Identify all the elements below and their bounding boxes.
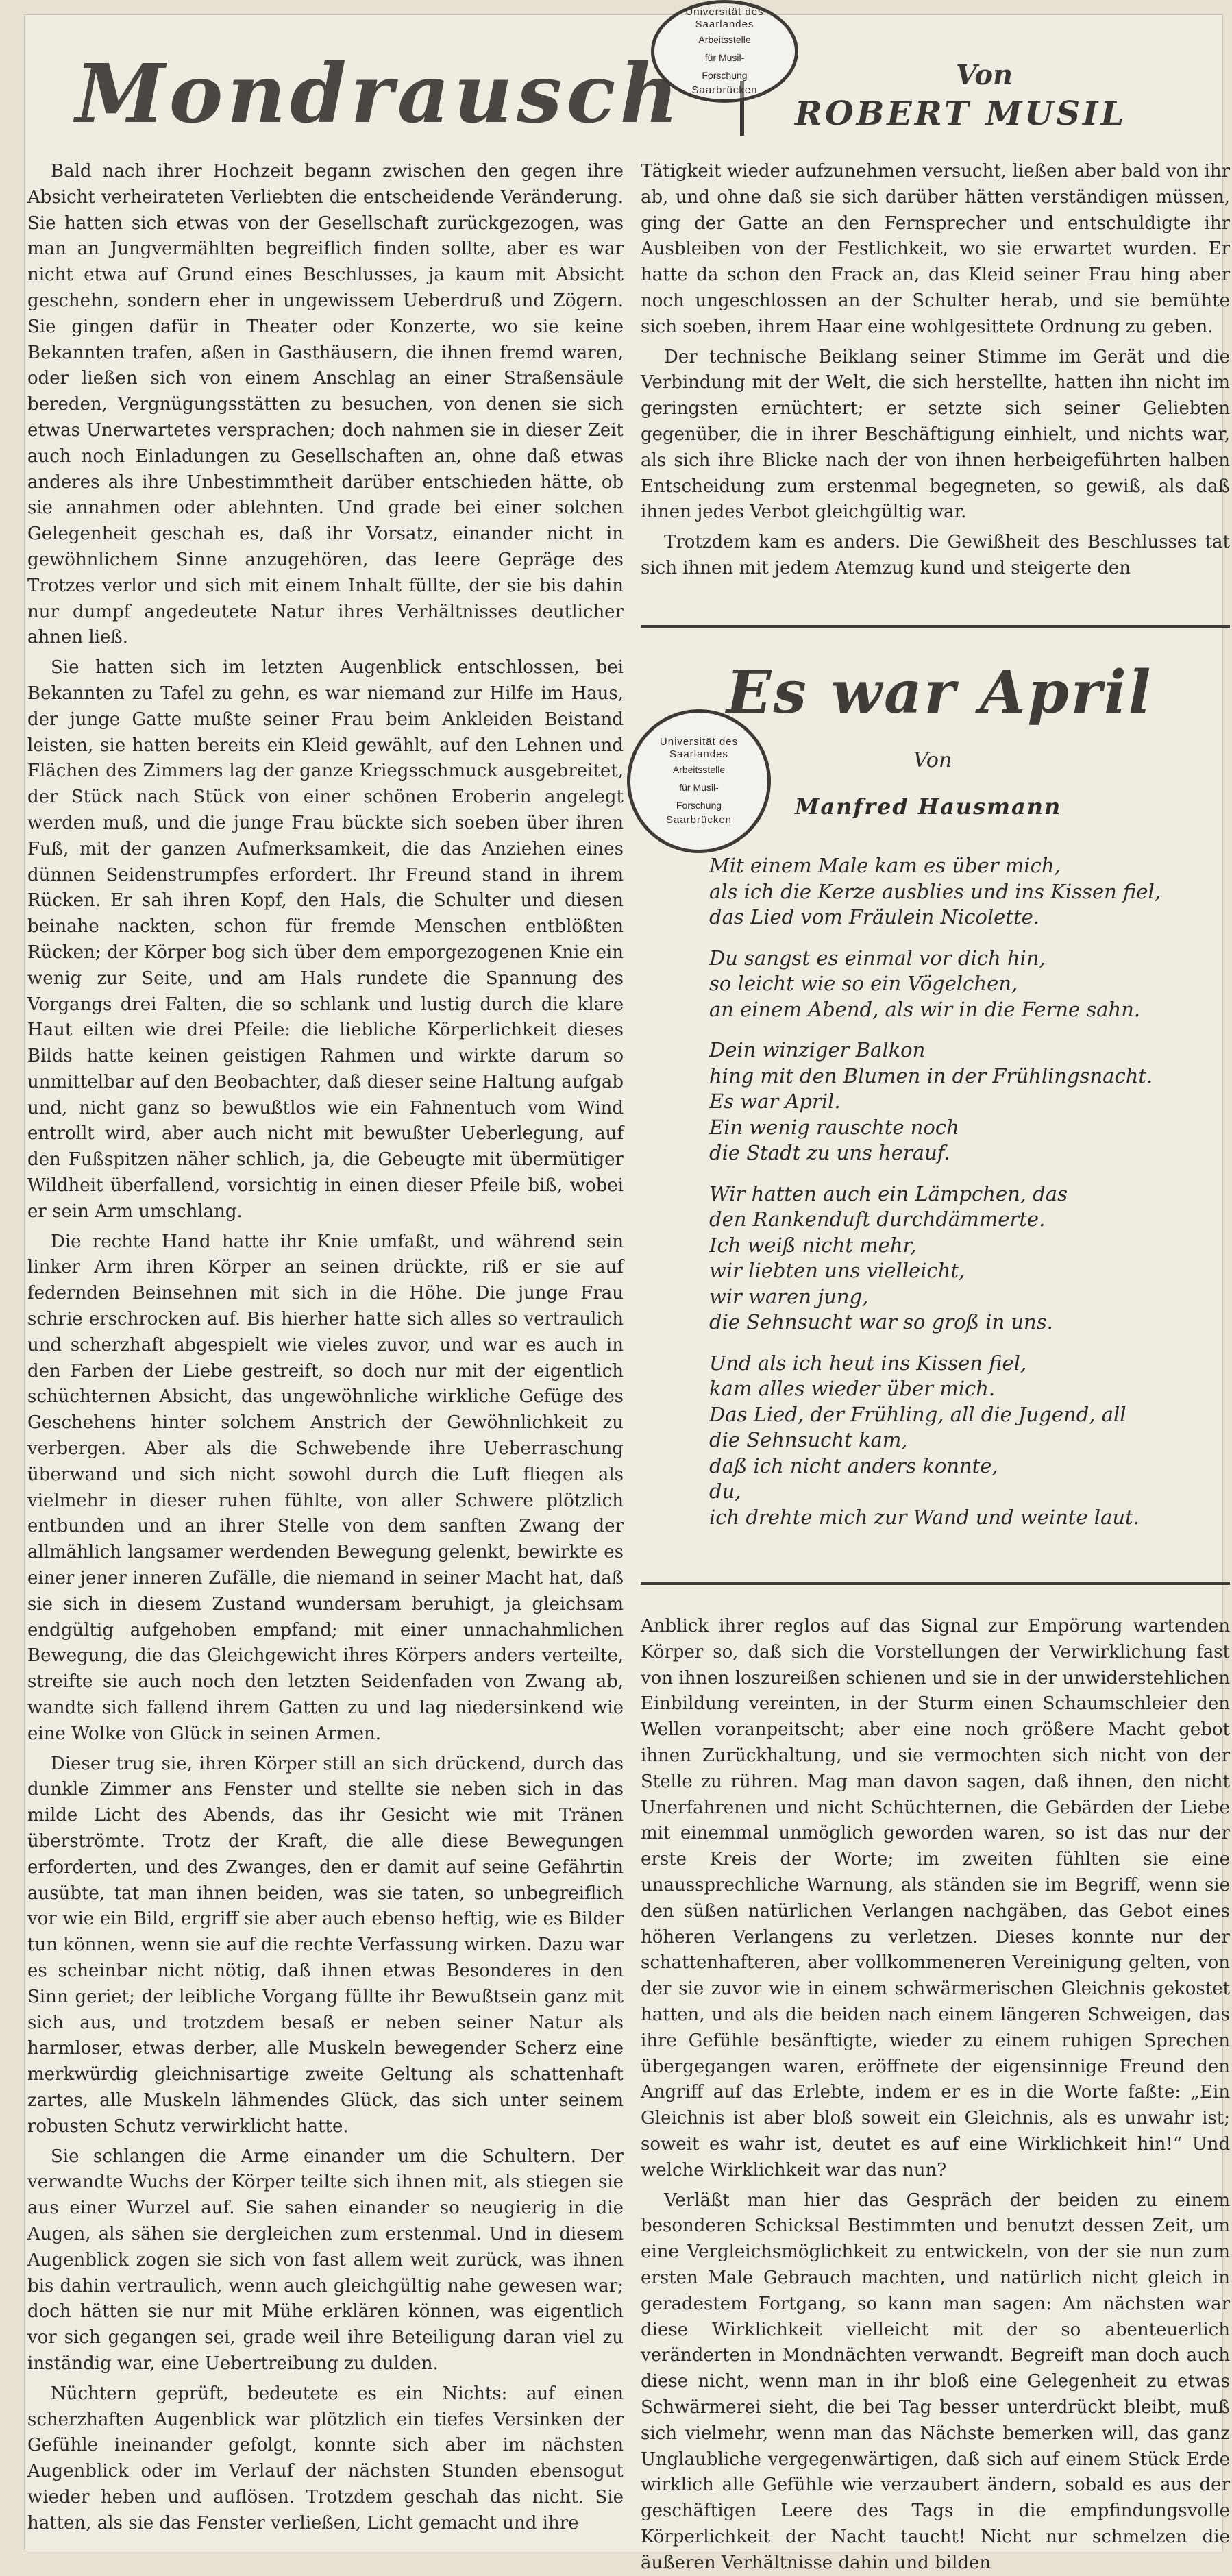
poem-stanza <box>709 1181 1216 1336</box>
article-title: Mondrausch <box>75 46 683 141</box>
article-paragraph: Tätigkeit wieder aufzunehmen versucht, ließen aber bald von ihr ab, und ohne daß sie sich darüber hätten verständigen müssen, ging der Gatte an den Fernsprecher und entschuldigte ihr Ausbleiben von der Festlichkeit, wo sie erwartet wurden. Er hatte da schon den Frack an, das Kleid seiner Frau hing aber noch ungeschlossen an der Schulter herab, und sie bemühte sich soeben, ihrem Haar eine wohlgesittete Ordnung zu geben. <box>641 161 1230 337</box>
article-author: ROBERT MUSIL <box>795 95 1127 133</box>
poem-line: Ein wenig rauschte noch <box>709 1115 959 1139</box>
stamp-text: Saarbrücken <box>665 814 732 826</box>
article-column-right-top <box>641 159 1230 625</box>
poem-line: Das Lied, der Frühling, all die Jugend, all <box>709 1402 1126 1426</box>
poem-line: kam alles wieder über mich. <box>709 1377 996 1400</box>
poem-line: an einem Abend, als wir in die Ferne sahn. <box>709 997 1141 1021</box>
article-paragraph: Der technische Beiklang seiner Stimme im Gerät und die Verbindung mit der Welt, die sich herstellte, hatten ihn nicht im geringsten ernüchtert; er setzte sich seiner Geliebten gegenüber, die in ihrer Beschäftigung einhielt, und nichts war, als sich ihre Blicke nach der von ihnen herbeigeführten halben Entscheidung zum erstenmal begegneten, so gewiß, als daß ihnen jedes Verbot gleichgültig war. <box>641 346 1230 523</box>
article-paragraph: Bald nach ihrer Hochzeit begann zwischen den gegen ihre Absicht verheirateten Verliebten die entscheidende Veränderung. Sie hatten sich etwas von der Gesellschaft zurückgezogen, was man an Jungvermählten begreiflich finden sollte, aber es war nicht etwa auf Grund eines Beschlusses, ja kaum mit Absicht geschehn, sondern eher in ungewissem Ueberdruß und Zögern. Sie gingen dafür in Theater oder Konzerte, wo sie keine Bekannten trafen, aßen in Gasthäusern, die ihnen fremd waren, oder ließen sich von einem Anschlag an einer Straßensäule bereden, Vergnügungsstätten zu besuchen, von denen sie sich etwas Unerwartetes versprachen; doch nahmen sie in dieser Zeit auch noch Einladungen zu Gesellschaften an, ohne daß etwas anderes als ihre Unbestimmtheit darüber entschieden hätte, ob sie annahmen oder ablehnten. Und grade bei einer solchen Gelegenheit geschah es, daß ihr Vorsatz, einander nicht in gewöhnlichem Sinne anzugehören, das leere Gepräge des Trotzes verlor und sich mit einem Inhalt füllte, der sie bis dahin nur dumpf angedeutete Natur ihres Verhältnisses deutlicher ahnen ließ. <box>27 161 624 648</box>
poem-stanza <box>709 1351 1216 1531</box>
poem-line: die Stadt zu uns herauf. <box>709 1141 950 1164</box>
poem-body <box>709 853 1216 1573</box>
article-paragraph: Nüchtern geprüft, bedeutete es ein Nichts: auf einen scherzhaften Augenblick war plötzlich ein tiefes Versinken der Gefühle ineinander gefolgt, konnte sich aber im nächsten Augenblick oder im Verlauf der nächsten Stunden ebensogut wieder heben und auflösen. Trotzdem geschah das nicht. Sie hatten, als sie das Fenster verließen, Licht gemacht und ihre <box>27 2383 624 2534</box>
poem-line: hing mit den Blumen in der Frühlingsnacht. <box>709 1064 1153 1088</box>
section-divider <box>641 1582 1230 1585</box>
poem-line: so leicht wie so ein Vögelchen, <box>709 972 1018 995</box>
poem-stanza <box>709 946 1216 1023</box>
article-paragraph: Sie schlangen die Arme einander um die Schultern. Der verwandte Wuchs der Körper teilte sich ihnen mit, als stiegen sie aus einer Wurzel auf. Sie sahen einander so neugierig in die Augen, als sähen sie dergleichen zum erstenmal. Und in diesem Augenblick zogen sie sich von fast allem weit zurück, was ihnen bis dahin vertraulich, wenn auch gleichgültig nahe gewesen war; doch hätten sie nur mit Mühe erklären können, was eigentlich vor sich gegangen sei, grade weil ihre Beteiligung daran viel zu inständig war, eine Uebertreibung zu dulden. <box>27 2146 624 2374</box>
stamp-text: für Musil- <box>704 52 745 63</box>
archive-stamp <box>627 709 771 853</box>
poem-line: die Sehnsucht kam, <box>709 1428 908 1451</box>
article-paragraph: Dieser trug sie, ihren Körper still an sich drückend, durch das dunkle Zimmer ans Fenster und stellte sie neben sich in das milde Licht des Abends, das ihr Gesicht wie mit Tränen überströmte. Trotz der Kraft, die alle diese Bewegungen erforderten, und des Zwanges, den er damit auf seine Gefährtin ausübte, tat man ihnen beiden, was sie taten, so unbegreiflich vor wie ein Bild, ergriff sie aber auch ebenso heftig, wie es Bilder tun können, wenn sie auf die rechte Verfassung wirken. Dazu war es scheinbar nicht nötig, daß ihnen etwas Besonderes in den Sinn geriet; der leibliche Vorgang füllte ihr Bewußtsein ganz mit sich aus, und trotzdem besaß er neben seiner Natur als harmloser, etwas derber, alle Muskeln bewegender Scherz eine merkwürdig gleichnisartige zweite Geltung als schattenhaft zartes, alle Muskeln lähmendes Glück, das sich unter seinem robusten Schutz verwirklicht hatte. <box>27 1753 624 2137</box>
poem-line: Es war April. <box>709 1090 841 1113</box>
stamp-text: Universität des Saarlandes <box>685 6 764 30</box>
poem-line: wir liebten uns vielleicht, <box>709 1259 965 1282</box>
article-paragraph: Trotzdem kam es anders. Die Gewißheit des Beschlusses tat sich ihnen mit jedem Atemzug kund und steigerte den <box>641 532 1230 578</box>
article-paragraph: Sie hatten sich im letzten Augenblick entschlossen, bei Bekannten zu Tafel zu gehn, es war niemand zur Hilfe im Haus, der junge Gatte mußte seiner Frau beim Ankleiden Beistand leisten, sie hatten bereits ein Kleid gewählt, auf den Lehnen und Flächen des Zimmers lag der ganze Kriegsschmuck ausgebreitet, der Stück nach Stück von einer schönen Eroberin angelegt werden muß, und die junge Frau bückte sich soeben über ihren Fuß, mit der ganzen Aufmerksamkeit, die das Anziehen eines dünnen Seidenstrumpfes erfordert. Ihr Freund stand in ihrem Rücken. Er sah ihren Kopf, den Hals, die Schulter und diesen beinahe nackten, schon für fremde Menschen entblößten Rücken; der Körper bog sich über dem emporgezogenen Knie ein wenig zur Seite, und am Hals rundete die Spannung des Vorgangs drei Falten, die so schlank und lustig durch die klare Haut eilten wie drei Pfeile: die liebliche Körperlichkeit dieses Bilds hatte keinen geistigen Rahmen und wirkte darum so unmittelbar auf den Beobachter, daß dieser seine Haltung aufgab und, nicht ganz so bewußtlos wie ein Fahnentuch vom Wind entrollt wird, aber auch nicht mit bewußter Ueberlegung, auf den Fußspitzen näher schlich, ja, die Gebeugte mit übermütiger Wildheit überfallend, vorsichtig in einen dieser Pfeile biß, wobei er sein Arm umschlang. <box>27 657 624 1222</box>
poem-line: du, <box>709 1480 741 1503</box>
poem-line: Mit einem Male kam es über mich, <box>709 854 1061 877</box>
poem-line: daß ich nicht anders konnte, <box>709 1453 998 1477</box>
poem-line: die Sehnsucht war so groß in uns. <box>709 1310 1053 1334</box>
poem-line: Du sangst es einmal vor dich hin, <box>709 946 1046 970</box>
poem-title: Es war April <box>726 658 1153 727</box>
poem-line: ich drehte mich zur Wand und weinte laut. <box>709 1505 1139 1529</box>
article-paragraph: Die rechte Hand hatte ihr Knie umfaßt, und während sein linker Arm ihren Körper an seinen drückte, riß er sie auf federnden Beinsehnen mit sich in die Höhe. Die junge Frau schrie erschrocken auf. Bis hierher hatte sich alles so vertraulich und scherzhaft abgespielt wie vieles zuvor, und war es auch in den Farben der Liebe gestreift, so doch nur mit der eigentlich schüchternen Absicht, das ungewöhnliche wirkliche Gefüge des Geschehens hinter solchem Anstrich der Gewöhnlichkeit zu verbergen. Aber als die Schwebende ihre Ueberraschung überwand und sich nicht sowohl durch die Luft fliegen als vielmehr in dieser ruhen fühlte, von aller Schwere plötzlich entbunden und an ihrer Stelle von dem sanften Zwang der allmählich langsamer werdenden Bewegung gelenkt, bewirkte es einer jener inneren Zufälle, die niemand in seiner Macht hat, daß sie sich in diesem Zustand wundersam beruhigt, ja gleichsam endgültig aufgehoben empfand; mit einer unnachahmlichen Bewegung, die das Gleichgewicht ihres Körpers anders verteilte, streifte sie auch noch den letzten Seidenfaden von Zwang ab, wandte sich fallend ihrem Gatten zu und lag niedersinkend wie eine Wolke von Glück in seinen Armen. <box>27 1231 624 1744</box>
poem-author: Manfred Hausmann <box>795 794 1062 820</box>
poem-line: das Lied vom Fräulein Nicolette. <box>709 905 1040 929</box>
section-divider <box>641 625 1230 628</box>
poem-stanza <box>709 853 1216 931</box>
article-byline-von: Von <box>956 59 1013 91</box>
poem-line: den Rankenduft durchdämmerte. <box>709 1207 1046 1231</box>
poem-line: wir waren jung, <box>709 1284 869 1308</box>
archive-stamp <box>651 0 798 103</box>
poem-line: als ich die Kerze ausblies und ins Kissen fiel, <box>709 879 1161 903</box>
article-column-right-bottom <box>641 1614 1230 2573</box>
stamp-text: Forschung <box>702 70 748 81</box>
stamp-text: Universität des Saarlandes <box>659 736 739 760</box>
poem-stanza <box>709 1038 1216 1166</box>
poem-line: Und als ich heut ins Kissen fiel, <box>709 1351 1027 1375</box>
stamp-text: Arbeitsstelle <box>698 34 751 45</box>
article-paragraph: Verläßt man hier das Gespräch der beiden zu einem besonderen Schicksal Bestimmten und benutzt dessen Zeit, um eine Vergleichsmöglichkeit zu entwickeln, von der sie nun zum ersten Male Gebrauch machten, und natürlich nicht gleich in geradestem Fortgang, so kann man sagen: Am nächsten war diese Wirklichkeit vielleicht mit der so abenteuerlich veränderten in Mondnächten verwandt. Begreift man doch auch diese nicht, wenn man in ihr bloß eine Gelegenheit zu etwas Schwärmerei sieht, die bei Tag besser unterdrückt bleibt, muß sich vielmehr, wenn man das Nächste bemerken will, das ganz Unglaubliche vergegenwärtigen, daß sich auf einem Stück Erde wirklich alle Gefühle wie verzaubert ändern, sobald es aus der geschäftigen Leere des Tags in die empfindungsvolle Körperlichkeit der Nacht taucht! Nicht nur schmelzen die äußeren Verhältnisse dahin und bilden <box>641 2189 1230 2573</box>
stamp-text: Arbeitsstelle <box>672 764 726 775</box>
poem-line: Wir hatten auch ein Lämpchen, das <box>709 1181 1068 1205</box>
stamp-text: Forschung <box>676 800 722 811</box>
article-paragraph: Anblick ihrer reglos auf das Signal zur Empörung wartenden Körper so, daß sich die Vorstellungen der Verwirklichung fast von ihnen loszureißen schienen und sie in der unwiderstehlichen Einbildung vereinten, in der Sturm einen Schaumschleier den Wellen voranpeitscht; aber eine noch größere Macht gebot ihnen Zurückhaltung, und sie vermochten sich nicht von der Stelle zu rühren. Mag man davon sagen, daß ihnen, den nicht Unerfahrenen und nicht Schüchternen, die Gebärden der Liebe mit einemmal unmöglich geworden waren, so ist das nur der erste Kreis der Worte; im zweiten fühlten sie eine unaussprechliche Warnung, als ständen sie im Begriff, wenn sie den süßen natürlichen Verlangen nachgäben, das Gebot eines höheren Verlangens zu verletzen. Dieses konnte nur der schattenhafteren, aber vollkommeneren Vereinigung gelten, von der sie zuvor wie in einem schwärmerischen Gleichnis gekostet hatten, und als die beiden nach einem längeren Schweigen, das ihre Gefühle besänftigte, wieder zu einem ruhigen Sprechen übergegangen waren, eröffnete der eigensinnige Freund den Angriff auf das Erlebte, indem er es in die Worte faßte: „Ein Gleichnis ist aber bloß soweit ein Gleichnis, als es unwahr ist; soweit es wahr ist, deutet es auf eine Wirklichkeit hin!“ Und welche Wirklichkeit war das nun? <box>641 1616 1230 2181</box>
poem-byline-von: Von <box>913 748 952 772</box>
article-column-left <box>27 159 624 2537</box>
poem-line: Ich weiß nicht mehr, <box>709 1233 917 1257</box>
stamp-text: für Musil- <box>679 782 719 793</box>
stamp-text: Saarbrücken <box>691 84 758 96</box>
poem-line: Dein winziger Balkon <box>709 1038 926 1062</box>
